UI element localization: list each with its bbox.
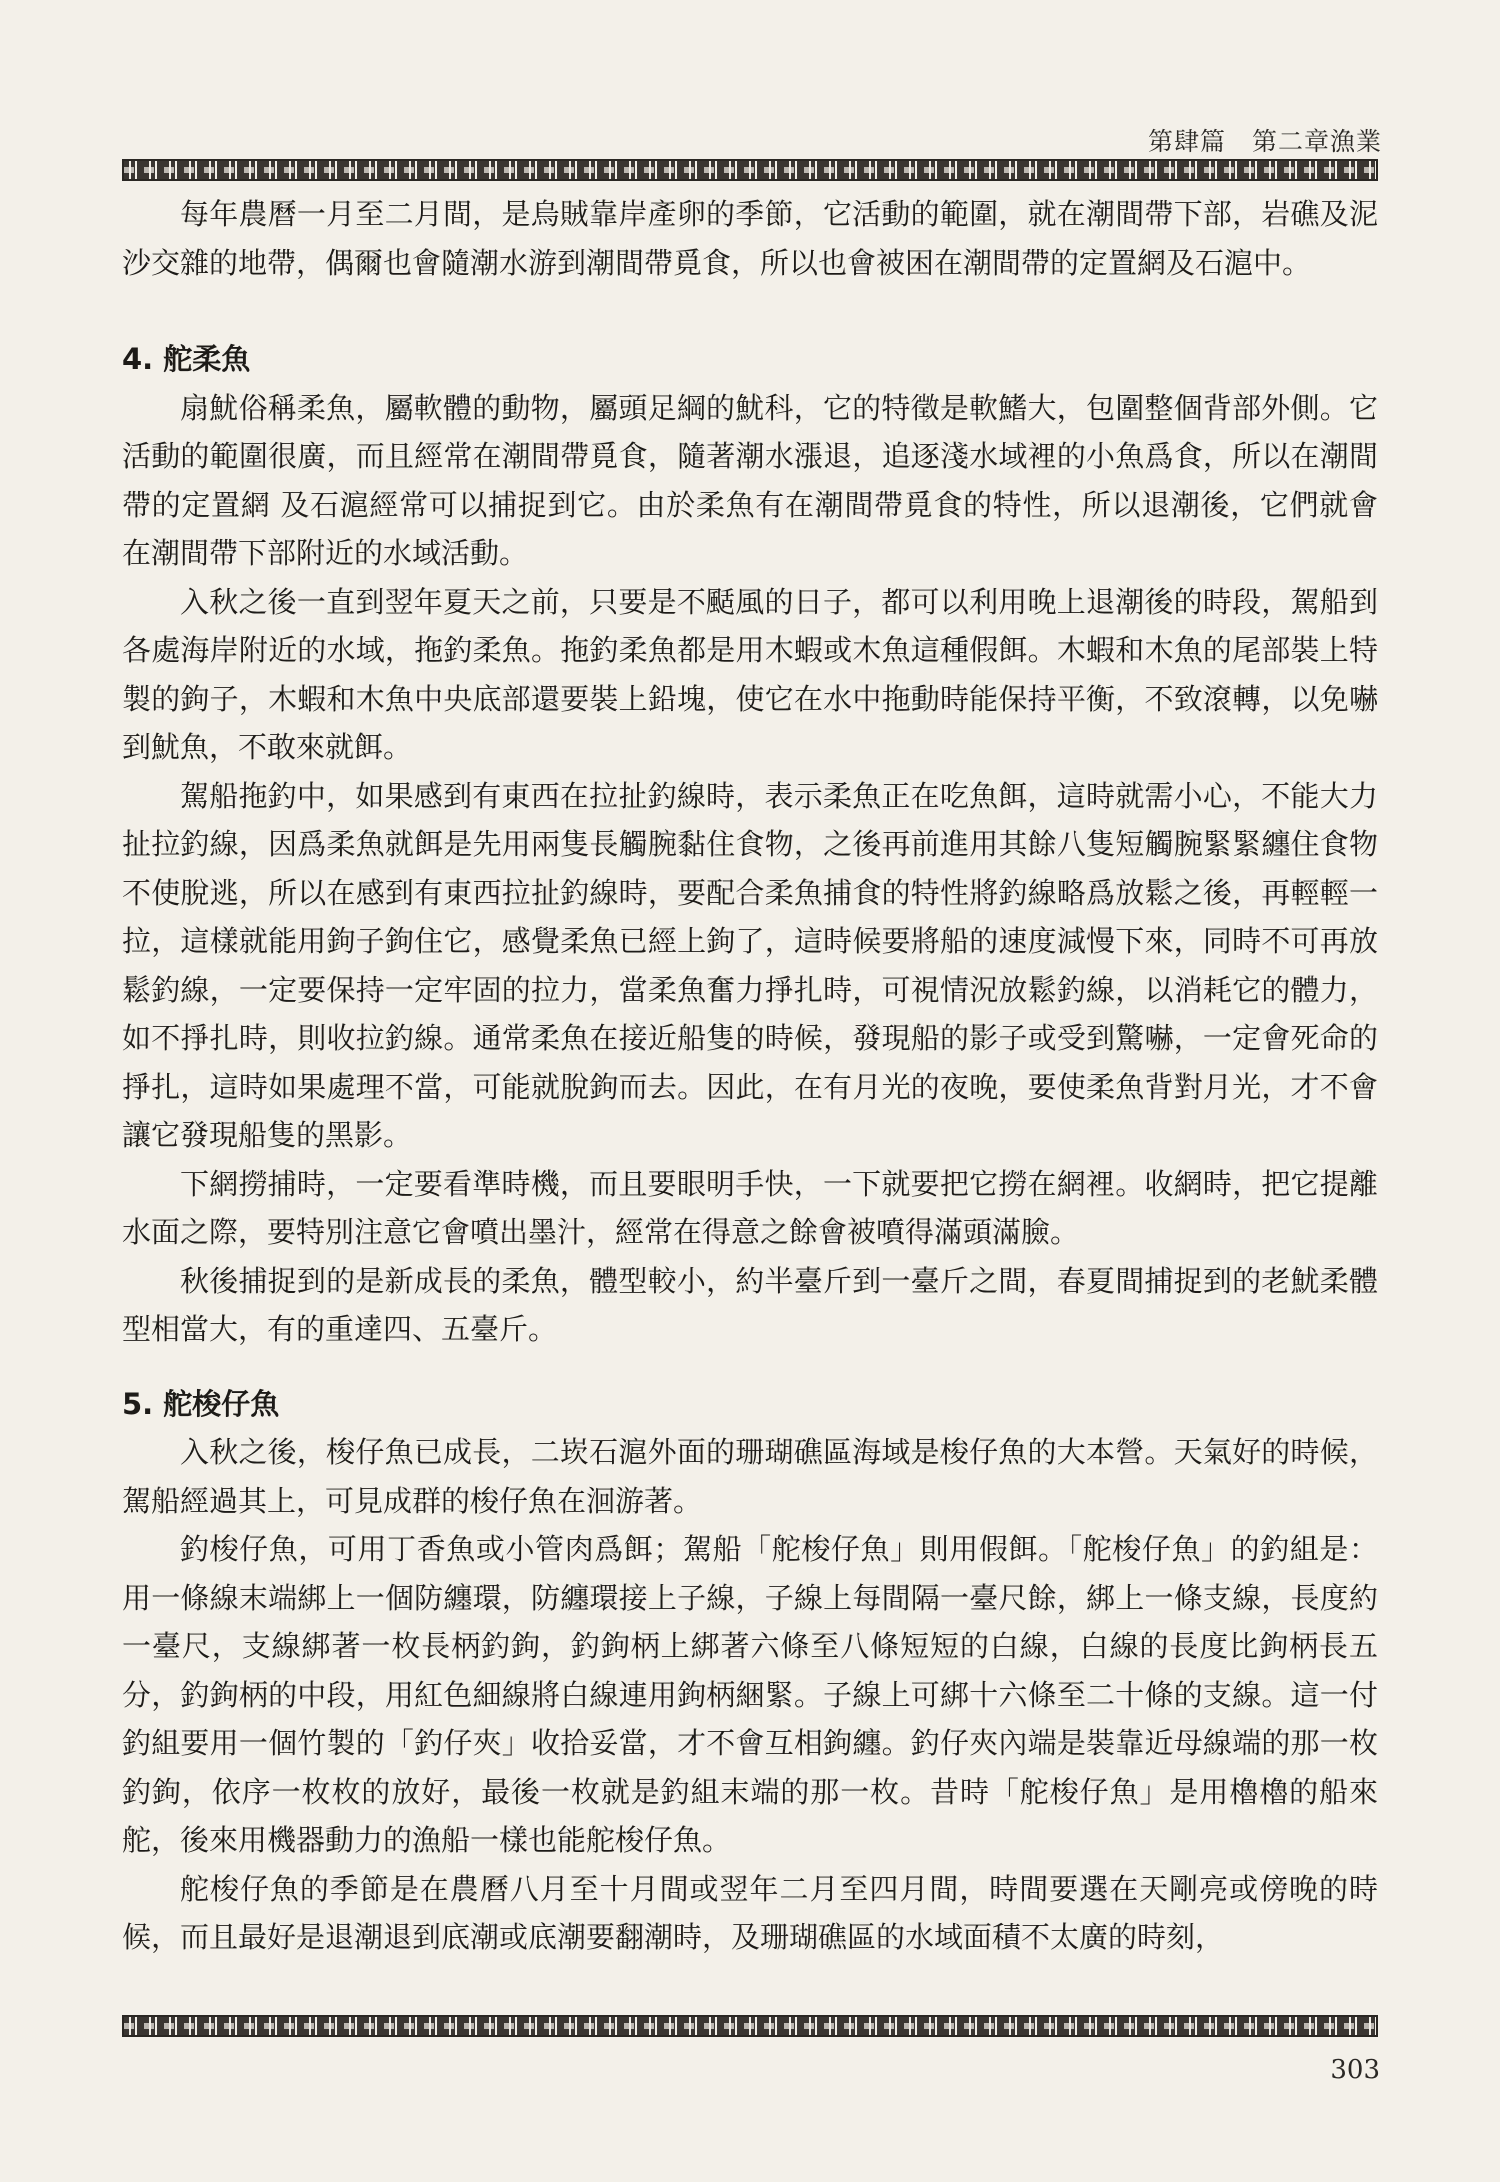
decorative-border-bottom: [122, 2015, 1378, 2037]
running-header: 第肆篇 第二章漁業: [1147, 127, 1382, 156]
paragraph: 舵梭仔魚的季節是在農曆八月至十月間或翌年二月至四月間，時間要選在天剛亮或傍晚的時候，而且最好是退潮退到底潮或底潮要翻潮時，及珊瑚礁區的水域面積不太廣的時刻，: [122, 1871, 1378, 1954]
paragraph: 扇魷俗稱柔魚，屬軟體的動物，屬頭足綱的魷科，它的特徵是軟鰭大，包圍整個背部外側。它活動的範圍很廣，而且經常在潮間帶覓食，隨著潮水漲退，追逐淺水域裡的小魚爲食，所以在潮間帶的定置網 及石滬經常可以捕捉到它。由於柔魚有在潮間帶覓食的特性，所以退潮後，它們就會在潮間帶下部附近的水域活動。: [122, 390, 1378, 570]
section-heading-5: 5. 舵梭仔魚: [122, 1386, 280, 1421]
intro-paragraph: 每年農曆一月至二月間，是烏賊靠岸產卵的季節，它活動的範圍，就在潮間帶下部，岩礁及泥沙交雜的地帶，偶爾也會隨潮水游到潮間帶覓食，所以也會被困在潮間帶的定置網及石滬中。: [122, 197, 1378, 280]
paragraph: 釣梭仔魚，可用丁香魚或小管肉爲餌；駕船「舵梭仔魚」則用假餌。「舵梭仔魚」的釣組是：用一條線末端綁上一個防纏環，防纏環接上子線，子線上每間隔一臺尺餘，綁上一條支線，長度約一臺尺，支線綁著一枚長柄釣鉤，釣鉤柄上綁著六條至八條短短的白線，白線的長度比鉤柄長五分，釣鉤柄的中段，用紅色細線將白線連用鉤柄綑緊。子線上可綁十六條至二十條的支線。這一付釣組要用一個竹製的「釣仔夾」收拾妥當，才不會互相鉤纏。釣仔夾內端是裝靠近母線端的那一枚釣鉤，依序一枚枚的放好，最後一枚就是釣組末端的那一枚。昔時「舵梭仔魚」是用櫓櫓的船來舵，後來用機器動力的漁船一樣也能舵梭仔魚。: [122, 1532, 1378, 1857]
paragraph: 入秋之後一直到翌年夏天之前，只要是不颳風的日子，都可以利用晚上退潮後的時段，駕船到各處海岸附近的水域，拖釣柔魚。拖釣柔魚都是用木蝦或木魚這種假餌。木蝦和木魚的尾部裝上特製的鉤子，木蝦和木魚中央底部還要裝上鉛塊，使它在水中拖動時能保持平衡，不致滾轉，以免嚇到魷魚，不敢來就餌。: [122, 584, 1378, 764]
page-number: 303: [1330, 2055, 1380, 2085]
paragraph: 駕船拖釣中，如果感到有東西在拉扯釣線時，表示柔魚正在吃魚餌，這時就需小心，不能大力扯拉釣線，因爲柔魚就餌是先用兩隻長觸腕黏住食物，之後再前進用其餘八隻短觸腕緊緊纏住食物不使脫逃，所以在感到有東西拉扯釣線時，要配合柔魚捕食的特性將釣線略爲放鬆之後，再輕輕一拉，這樣就能用鉤子鉤住它，感覺柔魚已經上鉤了，這時候要將船的速度減慢下來，同時不可再放鬆釣線，一定要保持一定牢固的拉力，當柔魚奮力掙扎時，可視情況放鬆釣線，以消耗它的體力，如不掙扎時，則收拉釣線。通常柔魚在接近船隻的時候，發現船的影子或受到驚嚇，一定會死命的掙扎，這時如果處理不當，可能就脫鉤而去。因此，在有月光的夜晚，要使柔魚背對月光，才不會讓它發現船隻的黑影。: [122, 778, 1378, 1152]
section-heading-4: 4. 舵柔魚: [122, 342, 251, 376]
decorative-border-top: [122, 159, 1378, 181]
page-body: [122, 190, 1378, 1962]
paragraph: 下網撈捕時，一定要看準時機，而且要眼明手快，一下就要把它撈在網裡。收網時，把它提離水面之際，要特別注意它會噴出墨汁，經常在得意之餘會被噴得滿頭滿臉。: [122, 1166, 1378, 1249]
paragraph: 入秋之後，梭仔魚已成長，二崁石滬外面的珊瑚礁區海域是梭仔魚的大本營。天氣好的時候，駕船經過其上，可見成群的梭仔魚在洄游著。: [122, 1435, 1378, 1518]
paragraph: 秋後捕捉到的是新成長的柔魚，體型較小，約半臺斤到一臺斤之間，春夏間捕捉到的老魷柔體型相當大，有的重達四、五臺斤。: [122, 1263, 1378, 1346]
